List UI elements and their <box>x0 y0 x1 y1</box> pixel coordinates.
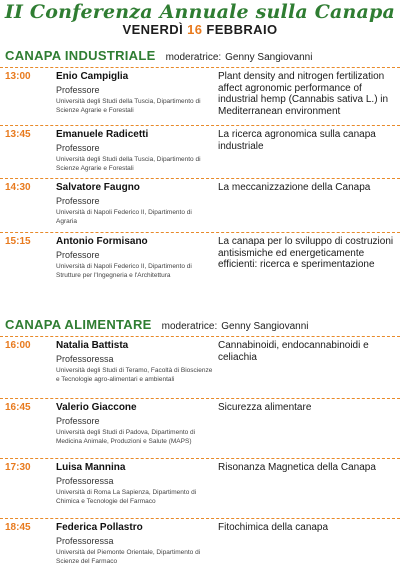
speaker <box>56 462 214 506</box>
speaker <box>56 71 214 115</box>
moderator-name: Genny Sangiovanni <box>225 52 313 63</box>
speaker-role: Professoressa <box>56 536 114 546</box>
speaker <box>56 236 214 280</box>
talk-row <box>0 233 400 295</box>
page-header <box>0 0 400 38</box>
speaker <box>56 340 214 384</box>
talk-title: Plant density and nitrogen fertilization affect agronomic performance of industrial hemp (Cannabis sativa L.) in Mediterranean environment <box>218 71 389 117</box>
speaker-name: Federica Pollastro <box>56 522 143 533</box>
talk-time: 13:00 <box>5 71 31 82</box>
speaker <box>56 182 214 226</box>
talk-row <box>0 68 400 126</box>
speaker-name: Antonio Formisano <box>56 236 148 247</box>
speaker-name: Valerio Giaccone <box>56 402 137 413</box>
speaker-name: Natalia Battista <box>56 340 129 351</box>
moderator-label: moderatrice: <box>161 321 218 332</box>
speaker-affiliation: Università degli Studi di Teramo, Facoltà di Bioscienze e Tecnologie agro-alimentari e ambientali <box>56 367 213 383</box>
talk-title: La canapa per lo sviluppo di costruzioni antisismiche ed energeticamente efficienti: ricerca e sperimentazione <box>218 236 394 270</box>
section-alimentare <box>0 317 400 575</box>
talk-time: 14:30 <box>5 182 31 193</box>
speaker <box>56 129 214 173</box>
speaker-role: Professore <box>56 416 100 426</box>
speaker-role: Professoressa <box>56 476 114 486</box>
speaker-name: Salvatore Faugno <box>56 182 140 193</box>
talk-time: 16:45 <box>5 402 31 413</box>
speaker-affiliation: Università degli Studi di Padova, Dipartimento di Medicina Animale, Produzioni e Salute (MAPS) <box>56 429 196 445</box>
speaker-name: Emanuele Radicetti <box>56 129 149 140</box>
talk-title: Sicurezza alimentare <box>218 402 312 413</box>
talk-time: 17:30 <box>5 462 31 473</box>
talk-title: Cannabinoidi, endocannabinoidi e celiachia <box>218 340 369 363</box>
speaker-affiliation: Università del Piemonte Orientale, Dipartimento di Scienze del Farmaco <box>56 549 201 565</box>
talk-title: Fitochimica della canapa <box>218 522 329 533</box>
date-month: FEBBRAIO <box>202 22 278 37</box>
talk-row <box>0 459 400 519</box>
talk-title: La ricerca agronomica sulla canapa industriale <box>218 129 376 152</box>
talk-time: 18:45 <box>5 522 31 533</box>
talk-row <box>0 126 400 179</box>
speaker-role: Professore <box>56 196 100 206</box>
date-weekday: VENERDÌ <box>122 22 188 37</box>
event-date <box>0 22 400 38</box>
speaker-affiliation: Università di Napoli Federico II, Dipartimento di Strutture per l'Ingegneria e l'Architettura <box>56 263 192 279</box>
speaker-name: Enio Campiglia <box>56 71 129 82</box>
section-title: CANAPA INDUSTRIALE <box>5 48 156 63</box>
page-title: II Conferenza Annuale sulla Canapa <box>4 1 396 23</box>
section-title: CANAPA ALIMENTARE <box>5 317 152 332</box>
speaker <box>56 402 214 446</box>
talk-row <box>0 179 400 233</box>
moderator-name: Genny Sangiovanni <box>221 321 309 332</box>
talk-time: 13:45 <box>5 129 31 140</box>
talk-time: 15:15 <box>5 236 31 247</box>
speaker-affiliation: Università degli Studi della Tuscia, Dipartimento di Scienze Agrarie e Forestali <box>56 98 201 114</box>
talk-title: La meccanizzazione della Canapa <box>218 182 371 193</box>
talk-row <box>0 337 400 399</box>
speaker-affiliation: Università degli Studi della Tuscia, Dipartimento di Scienze Agrarie e Forestali <box>56 156 201 172</box>
speaker-name: Luisa Mannina <box>56 462 126 473</box>
talk-row <box>0 519 400 575</box>
talk-title: Risonanza Magnetica della Canapa <box>218 462 376 473</box>
section-header <box>0 317 400 333</box>
speaker-role: Professoressa <box>56 354 114 364</box>
talk-row <box>0 399 400 459</box>
section-industriale <box>0 48 400 295</box>
speaker-affiliation: Università di Roma La Sapienza, Dipartimento di Chimica e Tecnologie del Farmaco <box>56 489 197 505</box>
talk-time: 16:00 <box>5 340 31 351</box>
date-day: 16 <box>187 22 203 37</box>
speaker-role: Professore <box>56 250 100 260</box>
moderator-label: moderatrice: <box>165 52 222 63</box>
speaker <box>56 522 214 566</box>
speaker-affiliation: Università di Napoli Federico II, Dipartimento di Agraria <box>56 209 192 225</box>
speaker-role: Professore <box>56 143 100 153</box>
speaker-role: Professore <box>56 85 100 95</box>
section-header <box>0 48 400 64</box>
